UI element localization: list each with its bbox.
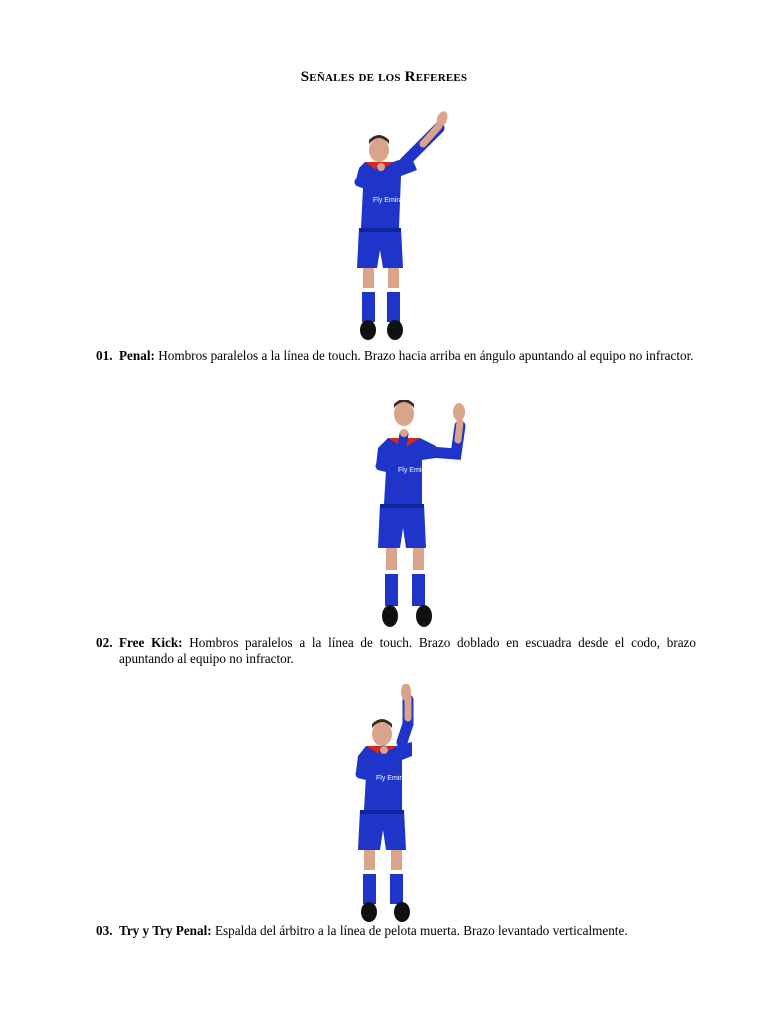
referee-free-kick-image xyxy=(368,400,478,636)
signal-description: Hombros paralelos a la línea de touch. Brazo hacia arriba en ángulo apuntando al equipo no infractor. xyxy=(158,348,694,363)
signal-item-penal xyxy=(96,348,696,364)
sponsor-text: Fly Emirates xyxy=(373,197,412,204)
referee-penalty-image xyxy=(345,110,455,346)
signal-number: 03. xyxy=(96,923,113,938)
signal-description: Espalda del árbitro a la línea de pelota muerta. Brazo levantado verticalmente. xyxy=(214,923,628,938)
signal-number: 02. xyxy=(96,635,113,650)
page-title: Señales de los Referees xyxy=(300,69,468,85)
signal-name: Try y Try Penal: xyxy=(119,923,212,938)
referee-try-image xyxy=(350,684,460,924)
sponsor-text: Fly Emirates xyxy=(398,467,437,474)
signal-name: Free Kick: xyxy=(119,635,183,650)
signal-number: 01. xyxy=(96,348,113,363)
signal-item-try xyxy=(96,923,696,939)
signal-item-free-kick xyxy=(96,635,696,667)
signal-description: Hombros paralelos a la línea de touch. Brazo doblado en escuadra desde el codo, brazo apuntando al equipo no infractor. xyxy=(119,635,697,666)
signal-name: Penal: xyxy=(119,348,155,363)
sponsor-text: Fly Emirates xyxy=(376,775,415,782)
